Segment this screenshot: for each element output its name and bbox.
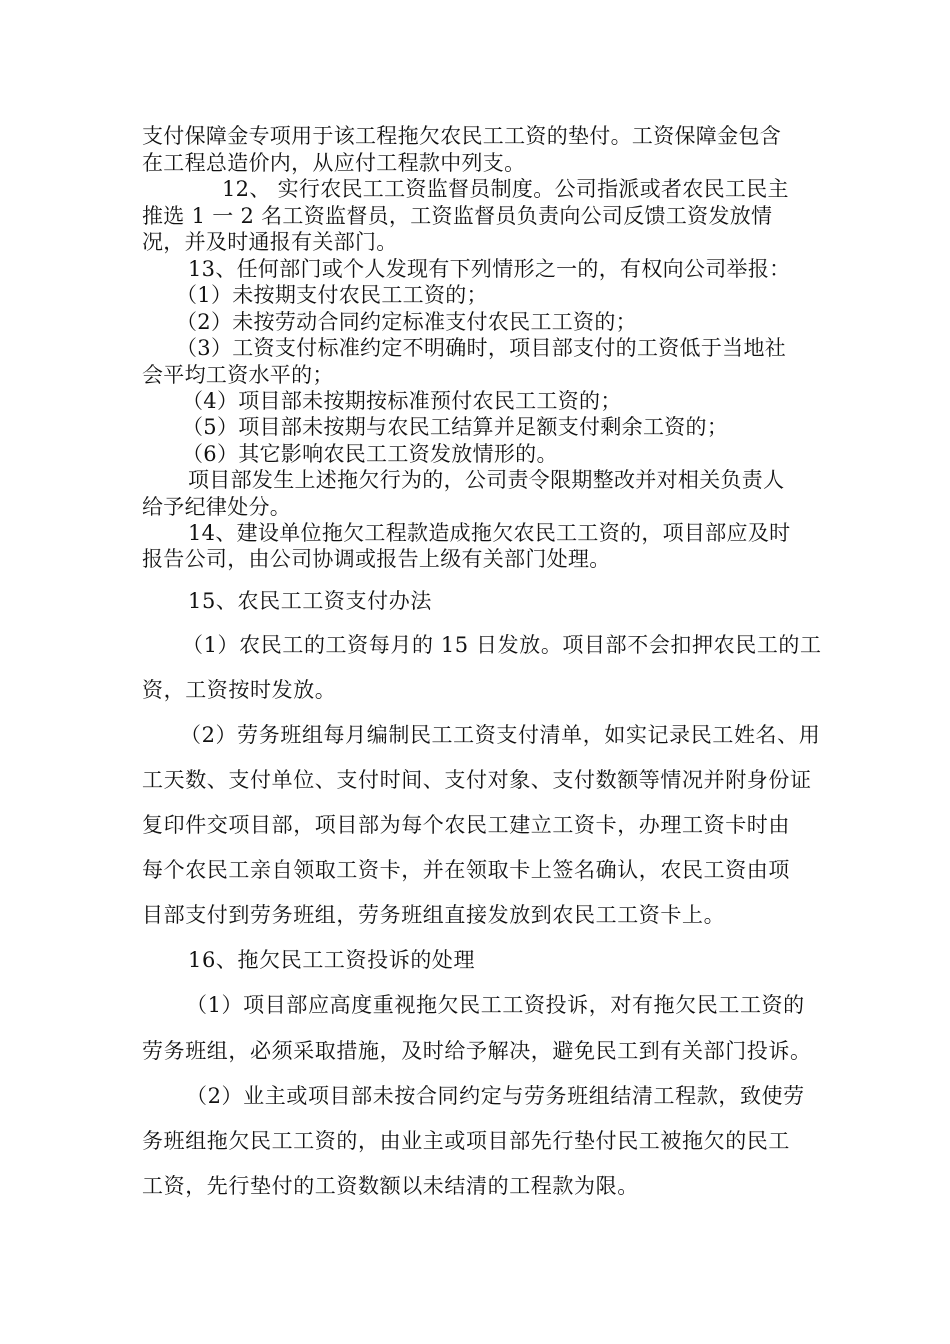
text-line: （5）项目部未按期与农民工结算并足额支付剩余工资的； <box>182 415 729 439</box>
text-line: 劳务班组，必须采取措施，及时给予解决，避免民工到有关部门投诉。 <box>142 1039 812 1063</box>
text-line: （1）未按期支付农民工工资的； <box>176 283 488 307</box>
text-line: 报告公司，由公司协调或报告上级有关部门处理。 <box>142 547 611 571</box>
text-line: （4）项目部未按期按标准预付农民工工资的； <box>182 389 622 413</box>
text-line: 支付保障金专项用于该工程拖欠农民工工资的垫付。工资保障金包含 <box>142 124 781 148</box>
text-line: 12、 实行农民工工资监督员制度。公司指派或者农民工民主 <box>222 177 789 201</box>
text-line: 目部支付到劳务班组，劳务班组直接发放到农民工工资卡上。 <box>142 903 726 927</box>
text-line: 务班组拖欠民工工资的，由业主或项目部先行垫付民工被拖欠的民工 <box>142 1129 790 1153</box>
text-line: 况，并及时通报有关部门。 <box>142 230 398 254</box>
text-line: 复印件交项目部，项目部为每个农民工建立工资卡，办理工资卡时由 <box>142 813 790 837</box>
text-line: （2）未按劳动合同约定标准支付农民工工资的； <box>176 310 637 334</box>
text-line: 工资，先行垫付的工资数额以未结清的工程款为限。 <box>142 1174 639 1198</box>
text-line: 会平均工资水平的； <box>142 363 334 387</box>
text-line: 推选 1 一 2 名工资监督员，工资监督员负责向公司反馈工资发放情 <box>142 204 773 228</box>
section-heading: 15、农民工工资支付办法 <box>188 589 432 613</box>
text-line: 工天数、支付单位、支付时间、支付对象、支付数额等情况并附身份证 <box>142 768 812 792</box>
text-line: （3）工资支付标准约定不明确时，项目部支付的工资低于当地社 <box>176 336 787 360</box>
text-line: （6）其它影响农民工工资发放情形的。 <box>182 442 558 466</box>
section-heading: 16、拖欠民工工资投诉的处理 <box>188 948 476 972</box>
text-line: （1）项目部应高度重视拖欠民工工资投诉，对有拖欠民工工资的 <box>186 993 805 1017</box>
text-line: 资，工资按时发放。 <box>142 678 337 702</box>
text-line: 给予纪律处分。 <box>142 495 292 519</box>
text-line: （2）业主或项目部未按合同约定与劳务班组结清工程款，致使劳 <box>186 1084 805 1108</box>
text-line: 每个农民工亲自领取工资卡，并在领取卡上签名确认，农民工资由项 <box>142 858 790 882</box>
text-line: 14、建设单位拖欠工程款造成拖欠农民工工资的，项目部应及时 <box>188 521 791 545</box>
text-line: （2）劳务班组每月编制民工工资支付清单，如实记录民工姓名、用 <box>180 723 821 747</box>
text-line: 在工程总造价内，从应付工程款中列支。 <box>142 151 526 175</box>
text-line: 13、任何部门或个人发现有下列情形之一的，有权向公司举报： <box>188 257 791 281</box>
text-line: 项目部发生上述拖欠行为的，公司责令限期整改并对相关负责人 <box>188 468 785 492</box>
text-line: （1）农民工的工资每月的 15 日发放。项目部不会扣押农民工的工 <box>182 633 822 657</box>
